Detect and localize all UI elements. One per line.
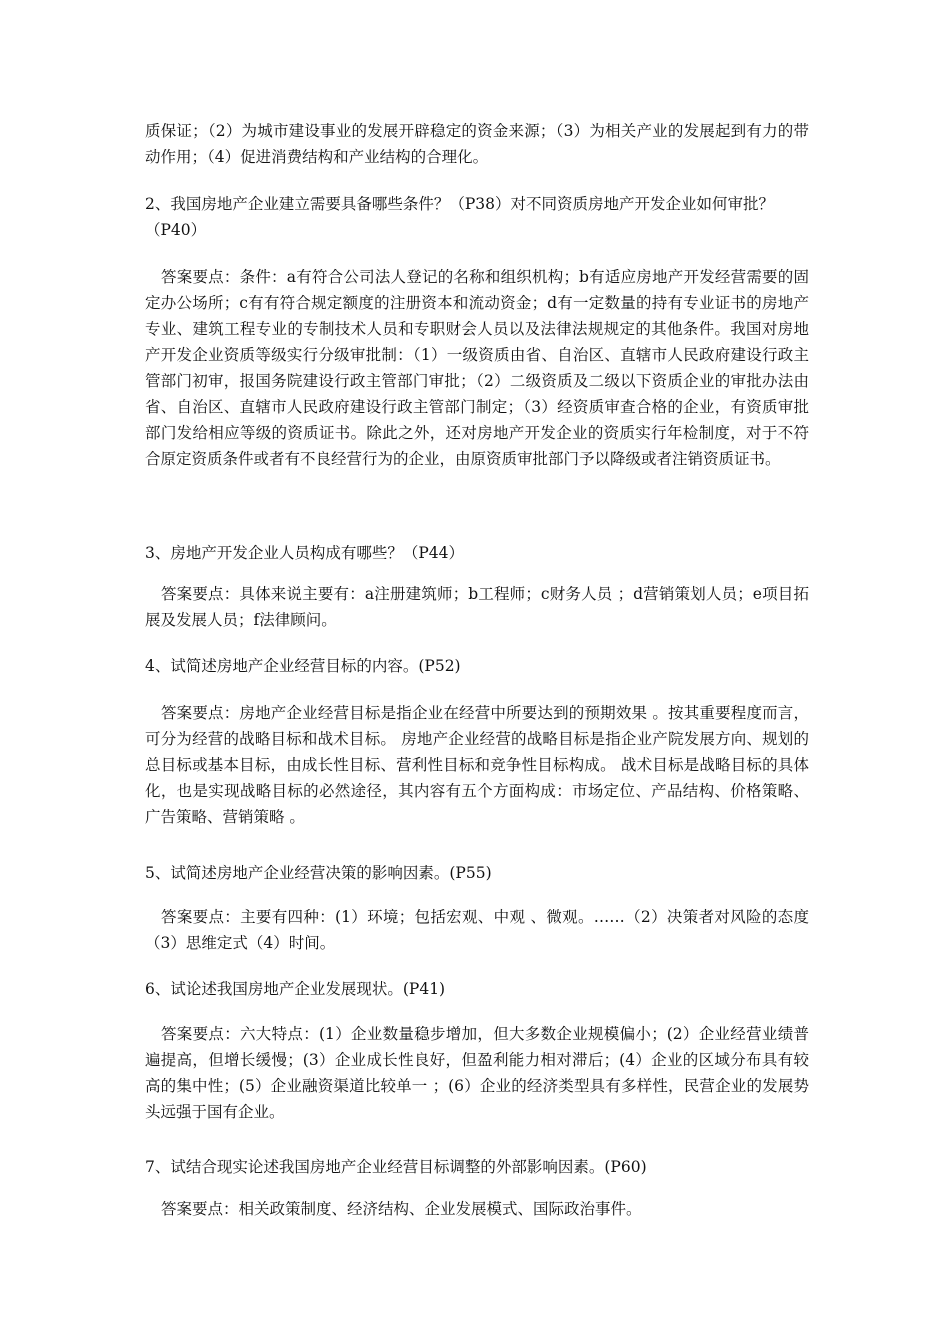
question-4: 4、试简述房地产企业经营目标的内容。(P52) [145,657,461,675]
answer-4: 答案要点：房地产企业经营目标是指企业在经营中所要达到的预期效果 。按其重要程度而言，可分为经营的战略目标和战术目标。 房地产企业经营的战略目标是指企业产院发展方向、规划的总目标或基本目标，由成长性目标、营利性目标和竞争性目标构成。 战术目标是战略目标的具体化，也是实现战略目标的必然途径，其内容有五个方面构成：市场定位、产品结构、价格策略、广告策略、营销策略 。 [145,704,809,826]
question-2: 2、我国房地产企业建立需要具备哪些条件？（P38）对不同资质房地产开发企业如何审批？（P40） [145,195,775,239]
intro-paragraph: 质保证；（2）为城市建设事业的发展开辟稳定的资金来源；（3）为相关产业的发展起到有力的带动作用；（4）促进消费结构和产业结构的合理化。 [145,122,809,166]
answer-2: 答案要点：条件：a有符合公司法人登记的名称和组织机构；b有适应房地产开发经营需要的固定办公场所；c有有符合规定额度的注册资本和流动资金；d有一定数量的持有专业证书的房地产专业、建筑工程专业的专制技术人员和专职财会人员以及法律法规规定的其他条件。我国对房地产开发企业资质等级实行分级审批制：（1）一级资质由省、自治区、直辖市人民政府建设行政主管部门初审，报国务院建设行政主管部门审批；（2）二级资质及二级以下资质企业的审批办法由省、自治区、直辖市人民政府建设行政主管部门制定；（3）经资质审查合格的企业，有资质审批部门发给相应等级的资质证书。除此之外，还对房地产开发企业的资质实行年检制度，对于不符合原定资质条件或者有不良经营行为的企业，由原资质审批部门予以降级或者注销资质证书。 [145,268,809,468]
question-5: 5、试简述房地产企业经营决策的影响因素。(P55) [145,864,492,882]
question-6: 6、试论述我国房地产企业发展现状。(P41) [145,980,446,998]
question-3: 3、房地产开发企业人员构成有哪些？（P44） [145,544,465,562]
question-7: 7、试结合现实论述我国房地产企业经营目标调整的外部影响因素。(P60) [145,1158,647,1176]
answer-3: 答案要点：具体来说主要有：a注册建筑师；b工程师；c财务人员 ；d营销策划人员；e项目拓展及发展人员；f法律顾问。 [145,585,809,629]
answer-6: 答案要点：六大特点：(1）企业数量稳步增加，但大多数企业规模偏小；(2）企业经营业绩普遍提高，但增长缓慢；(3）企业成长性良好，但盈利能力相对滞后；(4）企业的区域分布具有较高的集中性；(5）企业融资渠道比较单一 ；(6）企业的经济类型具有多样性，民营企业的发展势头远强于国有企业。 [145,1025,809,1121]
answer-7: 答案要点：相关政策制度、经济结构、企业发展模式、国际政治事件。 [161,1200,642,1218]
answer-5: 答案要点：主要有四种：(1）环境；包括宏观、中观 、微观。……（2）决策者对风险的态度（3）思维定式（4）时间。 [145,908,809,952]
